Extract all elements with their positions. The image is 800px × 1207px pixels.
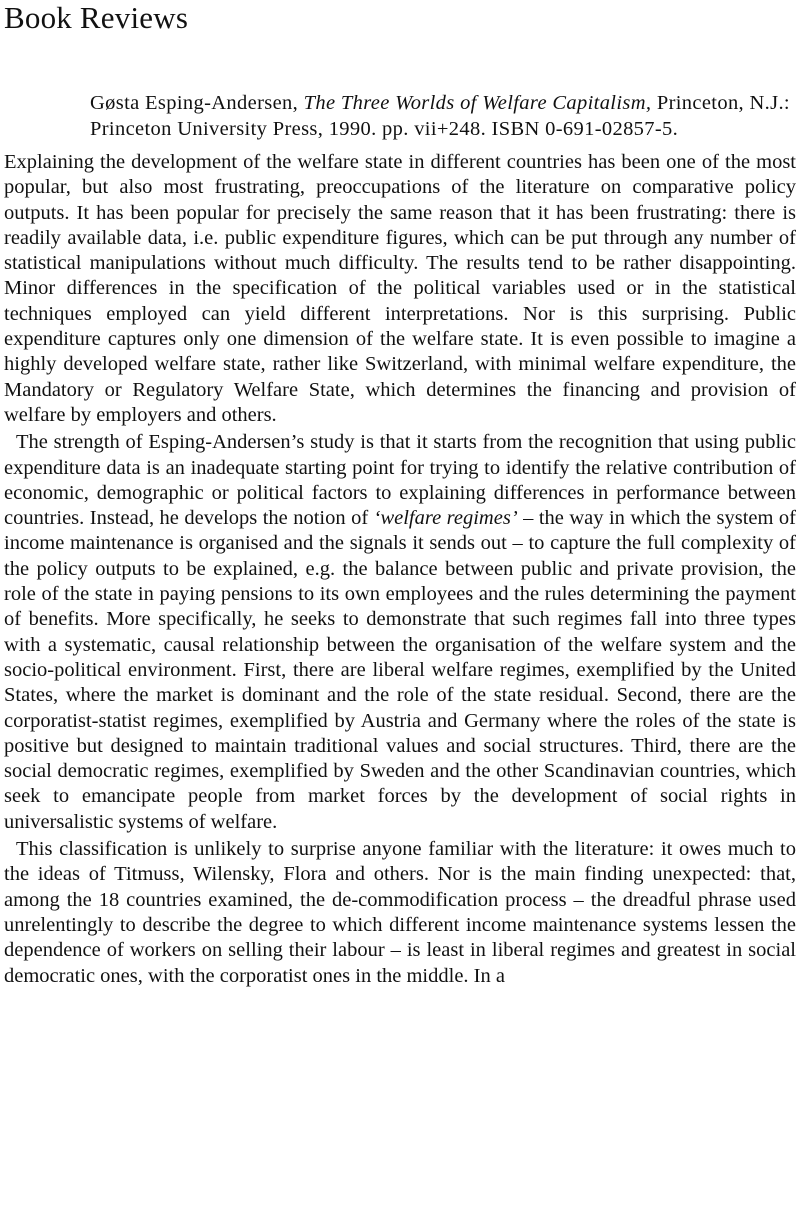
citation-book-title: The Three Worlds of Welfare Capitalism, [303,92,652,114]
review-paragraph-2 [4,430,796,835]
review-paragraph-3: This classification is unlikely to surprise anyone familiar with the literature: it owes much to the ideas of Titmuss, Wilensky, Flora and others. Nor is the main finding unexpected: that, among the 18 countries examined, the de-commodification process – the dreadful phrase used unrelentingly to describe the degree to which different income maintenance systems lessen the dependence of workers on selling their labour – is least in liberal regimes and greatest in social democratic ones, with the corporatist ones in the middle. In a [4,838,796,987]
review-paragraph-1: Explaining the development of the welfare state in different countries has been one of the most popular, but also most frustrating, preoccupations of the literature on comparative policy outputs. It has been popular for precisely the same reason that it has been frustrating: there is readily available data, i.e. public expenditure figures, which can be put through any number of statistical manipulations without much difficulty. The results tend to be rather disappointing. Minor differences in the specification of the political variables used or in the statistical techniques employed can yield different interpretations. Nor is this surprising. Public expenditure captures only one dimension of the welfare state. It is even possible to imagine a highly developed welfare state, rather like Switzerland, with minimal welfare expenditure, the Mandatory or Regulatory Welfare State, which determines the financing and provision of welfare by employers and others. [4,151,796,426]
review-paragraph-2-opening: The strength of Esping-Andersen’s study is that it starts from the recognition that using public expenditure data is an inadequate starting point for trying to identify the relative contribution of economic, demographic or political factors to explaining differences in performance between countries. Instead, he develops the notion of [4,431,796,530]
review-body [4,150,796,989]
welfare-regimes-term: ‘welfare regimes’ [373,507,518,530]
section-heading: Book Reviews [4,0,189,35]
book-citation [90,91,792,142]
citation-publication-details: Princeton, N.J.: Princeton University Press, 1990. pp. vii+248. ISBN 0-691-02857-5. [90,92,790,140]
review-paragraph-2-continuation: – the way in which the system of income maintenance is organised and the signals it sends out – to capture the full complexity of the policy outputs to be explained, e.g. the balance between public and private provision, the role of the state in paying pensions to its own employees and the rules determining the payment of benefits. More specifically, he seeks to demonstrate that such regimes fall into three types with a systematic, causal relationship between the organisation of the welfare system and the socio-political environment. First, there are liberal welfare regimes, exemplified by the United States, where the market is dominant and the role of the state residual. Second, there are the corporatist-statist regimes, exemplified by Austria and Germany where the roles of the state is positive but designed to maintain traditional values and social structures. Third, there are the social democratic regimes, exemplified by Sweden and the other Scandinavian countries, which seek to emancipate people from market forces by the development of social rights in universalistic systems of welfare. [4,507,796,833]
citation-author: Gøsta Esping-Andersen, [90,92,299,114]
